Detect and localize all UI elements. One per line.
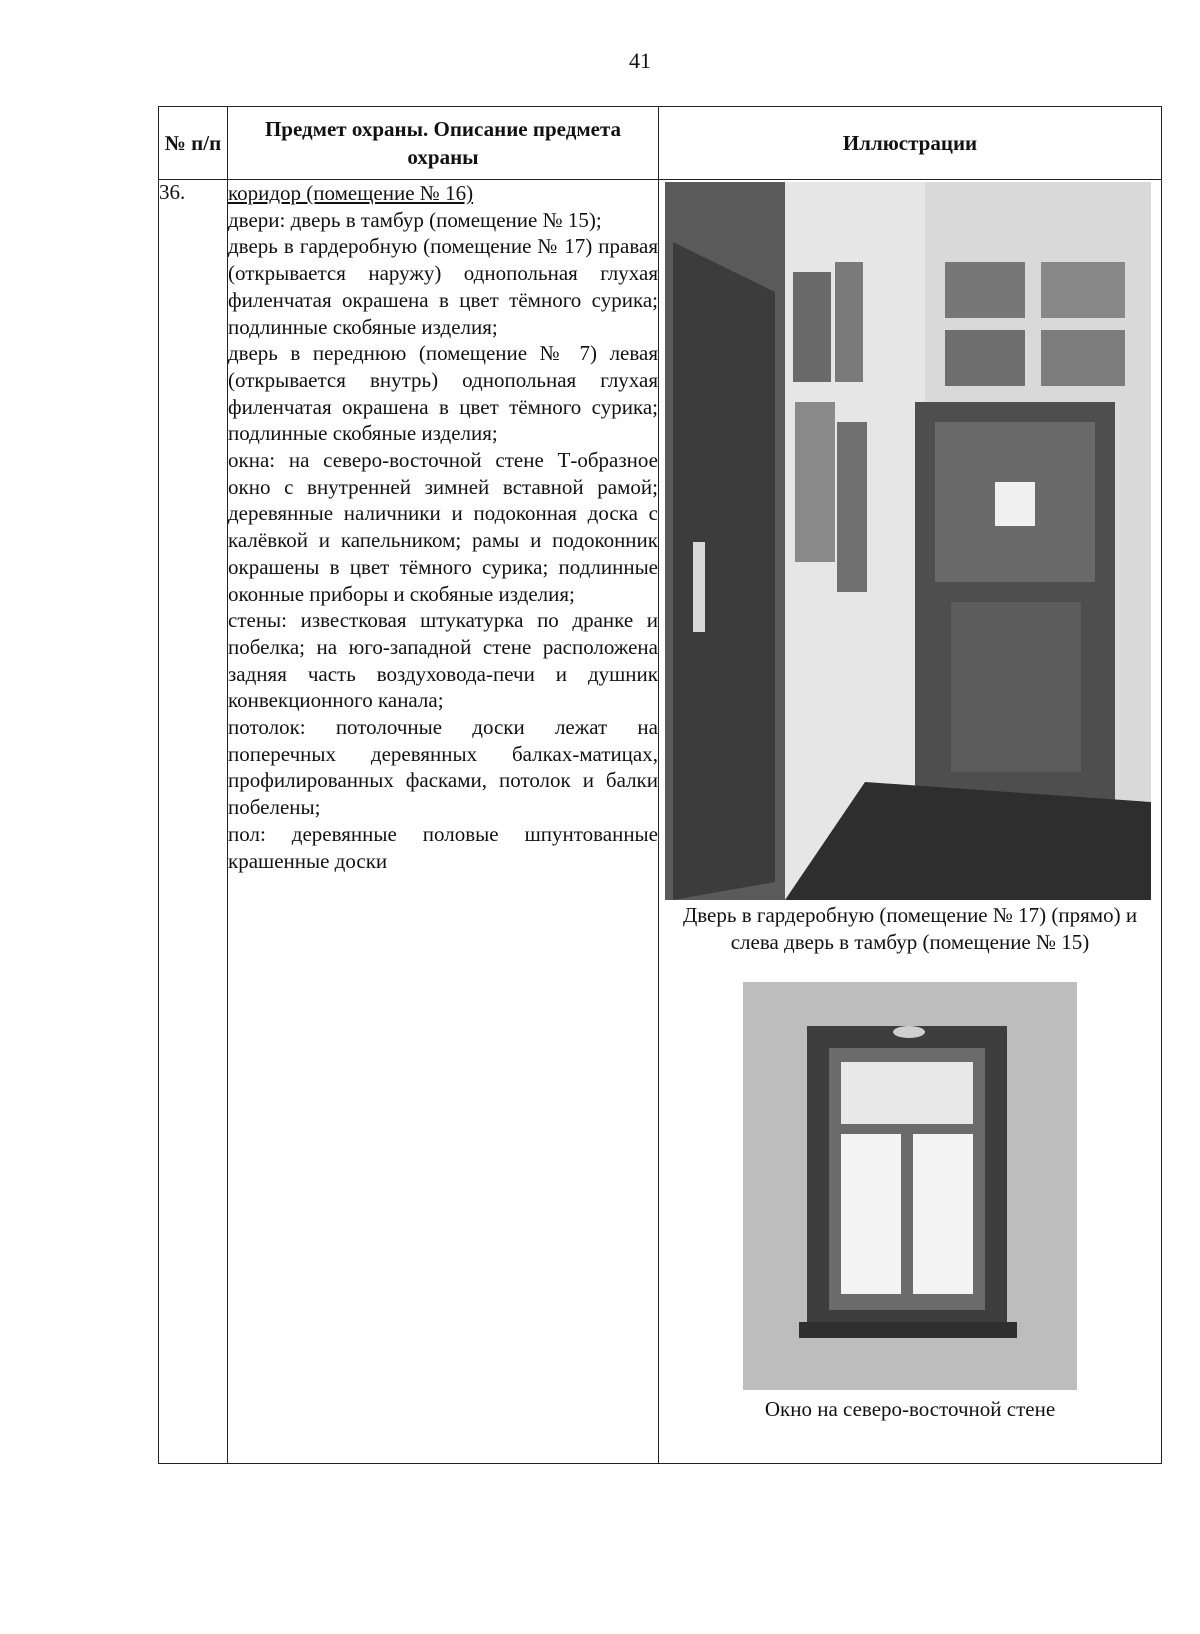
desc-floor: пол: деревянные половые шпунтованные крашенные доски bbox=[228, 821, 658, 873]
photo-northeast-window bbox=[743, 982, 1077, 1390]
row-illustrations bbox=[659, 180, 1162, 1464]
desc-ceiling: потолок: потолочные доски лежат на поперечных деревянных балках-матицах, профилированных фасками, потолок и балки побелены; bbox=[228, 715, 658, 820]
table-row bbox=[159, 180, 1162, 1464]
header-illustrations bbox=[659, 107, 1162, 180]
caption-northeast-window: Окно на северо-восточной стене bbox=[764, 1397, 1056, 1421]
desc-room-title: коридор (помещение № 16) bbox=[228, 181, 474, 205]
header-number-label: № п/п bbox=[164, 131, 222, 155]
header-subject bbox=[228, 107, 659, 180]
header-illustrations-label: Иллюстрации bbox=[842, 131, 978, 155]
desc-windows: окна: на северо-восточной стене Т-образное окно с внутренней зимней вставной рамой; деревянные наличники и подоконная доска с калёвкой и капельником; рамы и подоконник окрашены в цвет тёмного сурика; подлинные оконные приборы и скобяные изделия; bbox=[228, 448, 658, 606]
header-number bbox=[159, 107, 228, 180]
desc-door-wardrobe: дверь в гардеробную (помещение № 17) правая (открывается наружу) однопольная глухая филенчатая окрашена в цвет тёмного сурика; подлинные скобяные изделия; bbox=[228, 234, 658, 339]
page-number: 41 bbox=[629, 48, 651, 73]
desc-doors: двери: дверь в тамбур (помещение № 15); bbox=[228, 207, 602, 232]
row-description bbox=[228, 180, 659, 1464]
desc-walls: стены: известковая штукатурка по дранке и побелка; на юго-западной стене расположена задняя часть воздуховода-печи и душник конвекционного канала; bbox=[228, 608, 658, 713]
row-number: 36. bbox=[159, 180, 228, 1464]
table-header-row bbox=[159, 107, 1162, 180]
desc-door-hall: дверь в переднюю (помещение № 7) левая (открывается внутрь) однопольная глухая филенчатая окрашена в цвет тёмного сурика; подлинные скобяные изделия; bbox=[228, 341, 658, 446]
protection-table bbox=[158, 106, 1162, 1464]
header-subject-label: Предмет охраны. Описание предмета охраны bbox=[264, 117, 622, 169]
photo-corridor-doors bbox=[665, 182, 1151, 900]
caption-corridor-doors: Дверь в гардеробную (помещение № 17) (прямо) и слева дверь в тамбур (помещение № 15) bbox=[682, 903, 1138, 954]
